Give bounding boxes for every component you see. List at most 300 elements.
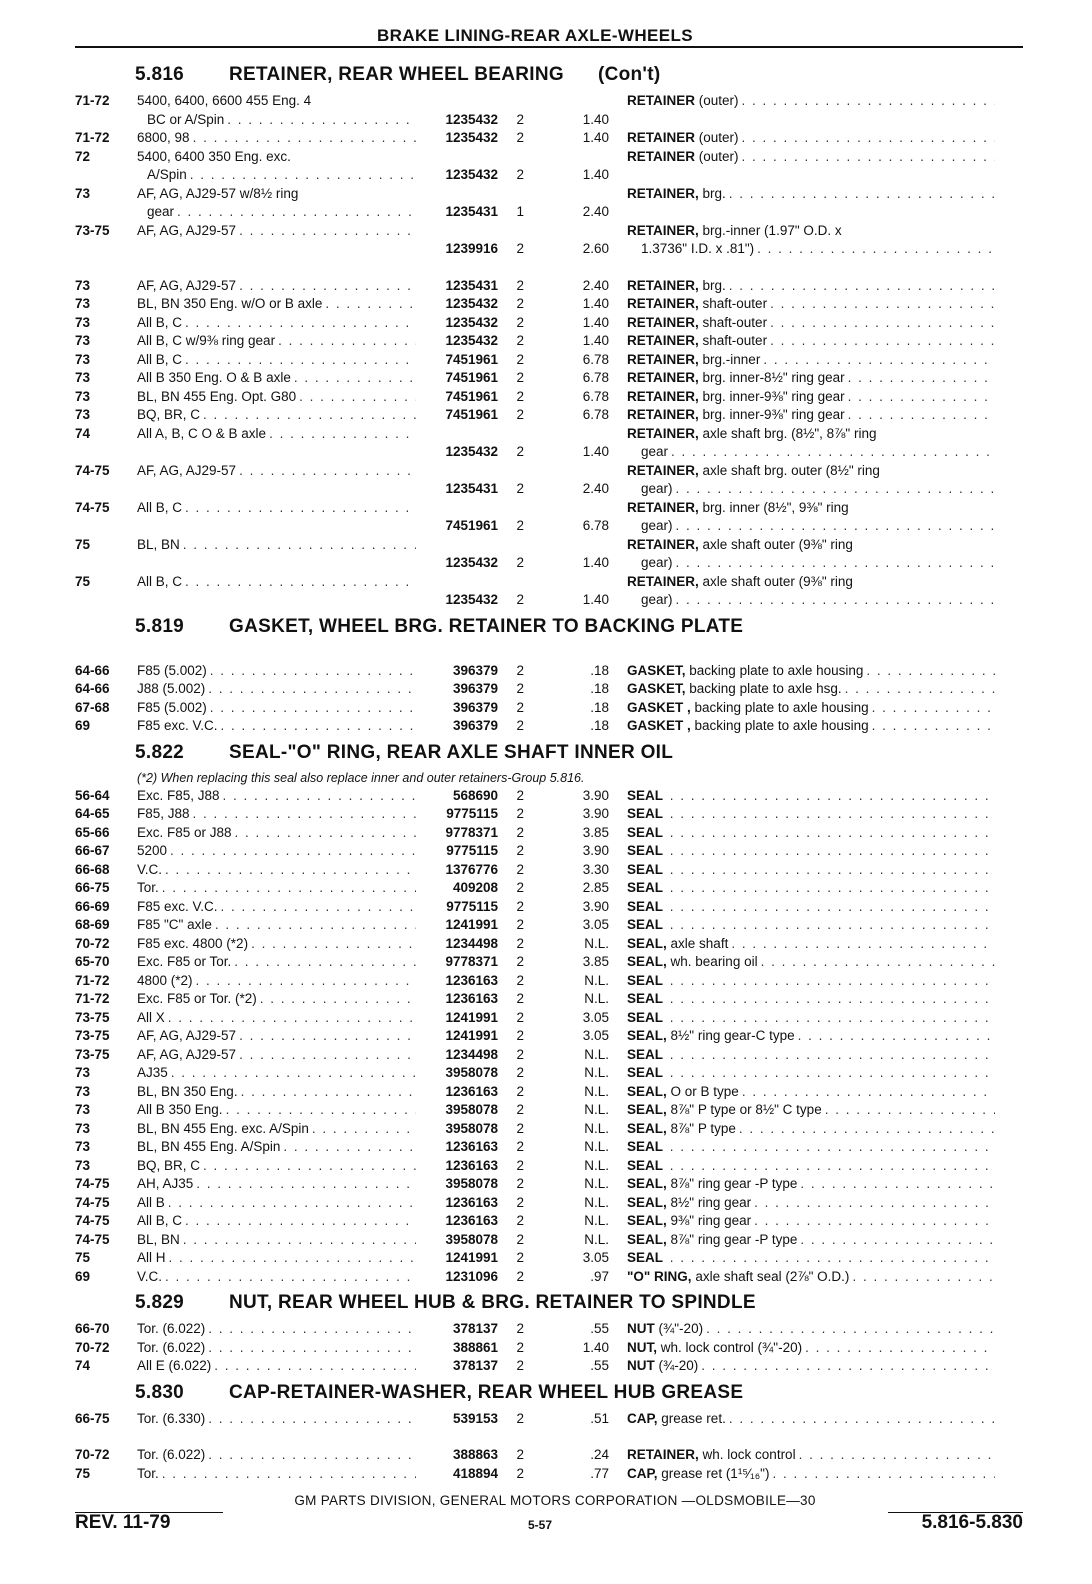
parts-row bbox=[75, 824, 1023, 843]
quantity: 2 bbox=[516, 681, 524, 696]
section-number: 5.829 bbox=[135, 1292, 185, 1313]
application-text: AJ35 bbox=[137, 1065, 168, 1080]
quantity: 2 bbox=[516, 1213, 524, 1228]
description-name: RETAINER, bbox=[627, 370, 699, 385]
description-text: 8⅞" ring gear -P type bbox=[670, 1176, 798, 1191]
description bbox=[627, 916, 995, 935]
description-line bbox=[627, 953, 995, 972]
spacer bbox=[663, 842, 667, 861]
application-line bbox=[137, 222, 416, 241]
section-header bbox=[75, 610, 1023, 644]
price: .51 bbox=[590, 1410, 609, 1426]
quantity: 2 bbox=[516, 662, 524, 678]
application bbox=[137, 406, 416, 425]
price: 1.40 bbox=[582, 130, 609, 145]
leader-dots bbox=[239, 1046, 416, 1065]
leader-dots bbox=[670, 916, 995, 935]
description-text: 8½" ring gear-C type bbox=[670, 1028, 795, 1043]
quantity: 2 bbox=[516, 1447, 524, 1462]
leader-dots bbox=[294, 369, 416, 388]
parts-row bbox=[75, 717, 1023, 736]
part-number: 9775115 bbox=[446, 898, 498, 914]
application-line bbox=[137, 351, 416, 370]
leader-dots bbox=[670, 861, 995, 880]
price: N.L. bbox=[584, 991, 609, 1006]
description-name: SEAL, bbox=[627, 1028, 667, 1043]
application bbox=[137, 842, 416, 861]
quantity: 2 bbox=[516, 277, 524, 293]
quantity: 2 bbox=[516, 130, 524, 145]
price: .18 bbox=[590, 718, 609, 733]
quantity: 2 bbox=[516, 592, 524, 607]
application-text: AF, AG, AJ29-57 bbox=[137, 462, 237, 478]
leader-dots bbox=[742, 148, 995, 167]
application bbox=[137, 573, 416, 592]
application bbox=[137, 972, 416, 991]
description-name: SEAL bbox=[627, 972, 664, 988]
application-text: All B 350 Eng. O & B axle bbox=[137, 370, 291, 385]
quantity: 2 bbox=[516, 1009, 524, 1025]
application-line bbox=[137, 1009, 416, 1028]
model-year: 68-69 bbox=[75, 917, 110, 932]
model-year: 73 bbox=[75, 1065, 91, 1080]
application-line bbox=[137, 1446, 416, 1465]
description-name: RETAINER, bbox=[627, 388, 699, 404]
price: 1.40 bbox=[582, 1339, 609, 1355]
description-name: SEAL bbox=[627, 1065, 664, 1080]
model-year: 71-72 bbox=[75, 972, 110, 988]
description-line bbox=[627, 805, 995, 824]
section-header bbox=[75, 1286, 1023, 1320]
price: 6.78 bbox=[582, 518, 609, 533]
parts-row bbox=[75, 295, 1023, 314]
leader-dots bbox=[670, 1138, 995, 1157]
part-number: 3958078 bbox=[445, 1065, 498, 1080]
application-line bbox=[137, 972, 416, 991]
parts-row bbox=[75, 129, 1023, 148]
description bbox=[627, 879, 995, 898]
leader-dots bbox=[214, 1357, 416, 1376]
description-text: axle shaft seal (2⅞" O.D.) bbox=[695, 1268, 850, 1284]
description bbox=[627, 1157, 995, 1176]
description-name: SEAL bbox=[627, 824, 664, 840]
section-number: 5.822 bbox=[135, 741, 185, 763]
application bbox=[137, 1027, 416, 1046]
description bbox=[627, 898, 995, 917]
description bbox=[627, 1046, 995, 1065]
application-text: BQ, BR, C bbox=[137, 407, 201, 422]
parts-row bbox=[75, 1320, 1023, 1339]
description-line bbox=[627, 699, 995, 718]
description bbox=[627, 573, 995, 610]
leader-dots bbox=[208, 1320, 416, 1339]
application-text: Tor. (6.022) bbox=[137, 1339, 206, 1355]
model-year: 66-67 bbox=[75, 843, 110, 858]
application-line bbox=[137, 1249, 416, 1268]
leader-dots bbox=[848, 406, 995, 425]
leader-dots bbox=[235, 824, 416, 843]
description-text: (¾"-20) bbox=[658, 1321, 704, 1336]
price: 3.05 bbox=[582, 1009, 609, 1025]
application-text: All B, C bbox=[137, 499, 183, 515]
description-text: axle shaft brg. (8½", 8⅞" ring bbox=[702, 425, 877, 441]
description-name: RETAINER, bbox=[627, 573, 699, 589]
description bbox=[627, 1083, 995, 1102]
application-text: All B, C bbox=[137, 573, 183, 589]
parts-row bbox=[75, 680, 1023, 699]
description-name: CAP, bbox=[627, 1410, 658, 1426]
description-text: brg. inner-8½" ring gear bbox=[702, 370, 845, 385]
description-line bbox=[627, 1194, 995, 1213]
description-text: wh. lock control (¾"-20) bbox=[660, 1339, 803, 1355]
model-year: 74-75 bbox=[75, 1213, 110, 1228]
description-text: (outer) bbox=[698, 148, 739, 164]
part-number: 388861 bbox=[452, 1339, 498, 1355]
description-line bbox=[627, 1101, 995, 1120]
description-name: SEAL bbox=[627, 1009, 664, 1025]
description-name: RETAINER, bbox=[627, 222, 699, 238]
leader-dots bbox=[754, 1194, 995, 1213]
description-name: RETAINER, bbox=[627, 407, 699, 422]
description-name: RETAINER, bbox=[627, 462, 699, 478]
part-number: 1241991 bbox=[445, 917, 498, 932]
application bbox=[137, 1009, 416, 1028]
application bbox=[137, 1357, 416, 1376]
quantity: 2 bbox=[516, 1139, 524, 1154]
description-line bbox=[627, 680, 995, 699]
description-text: brg. inner-9⅜" ring gear bbox=[702, 388, 845, 404]
application bbox=[137, 805, 416, 824]
model-year: 70-72 bbox=[75, 1339, 110, 1355]
spacer bbox=[663, 972, 667, 991]
application bbox=[137, 1231, 416, 1250]
leader-dots bbox=[162, 1465, 416, 1484]
price: .18 bbox=[590, 681, 609, 696]
description-text: backing plate to axle hsg. bbox=[689, 681, 842, 696]
description-text: shaft-outer bbox=[702, 314, 768, 330]
price: .18 bbox=[590, 699, 609, 715]
parts-row bbox=[75, 1175, 1023, 1194]
leader-dots bbox=[239, 277, 416, 296]
part-number: 1235432 bbox=[445, 111, 498, 127]
description bbox=[627, 277, 995, 296]
part-number: 9775115 bbox=[446, 806, 498, 821]
description bbox=[627, 1138, 995, 1157]
parts-row bbox=[75, 314, 1023, 333]
price: 1.40 bbox=[582, 333, 609, 348]
description-name: SEAL, bbox=[627, 1083, 667, 1099]
leader-dots bbox=[171, 1064, 416, 1083]
description bbox=[627, 662, 995, 681]
spacer bbox=[663, 824, 667, 843]
description-name: SEAL bbox=[627, 898, 664, 914]
description-line bbox=[627, 916, 995, 935]
application bbox=[137, 824, 416, 843]
part-number: 1234498 bbox=[445, 1046, 498, 1062]
price: .55 bbox=[590, 1321, 609, 1336]
price: 2.60 bbox=[582, 241, 609, 256]
section-number: 5.819 bbox=[135, 615, 185, 637]
parts-row bbox=[75, 1083, 1023, 1102]
leader-dots bbox=[729, 185, 995, 204]
leader-dots bbox=[800, 1231, 995, 1250]
description-name: NUT, bbox=[627, 1339, 657, 1355]
application-text: Tor. (6.022) bbox=[137, 1321, 206, 1336]
leader-dots bbox=[798, 1027, 995, 1046]
leader-dots bbox=[165, 1268, 416, 1287]
description-text: brg. inner (8½", 9⅜" ring bbox=[702, 499, 849, 515]
description bbox=[627, 1101, 995, 1120]
parts-row bbox=[75, 972, 1023, 991]
parts-row bbox=[75, 842, 1023, 861]
description-line bbox=[627, 1320, 995, 1339]
leader-dots bbox=[193, 129, 416, 148]
leader-dots bbox=[210, 699, 416, 718]
description-name: RETAINER, bbox=[627, 333, 699, 348]
part-number: 378137 bbox=[452, 1358, 498, 1373]
description bbox=[627, 699, 995, 718]
model-year: 73 bbox=[75, 351, 91, 367]
application bbox=[137, 1410, 416, 1429]
section-number: 5.816 bbox=[135, 64, 185, 85]
model-year: 74-75 bbox=[75, 1176, 110, 1191]
description bbox=[627, 462, 995, 499]
description-line bbox=[627, 1175, 995, 1194]
description-name: SEAL bbox=[627, 1250, 664, 1265]
parts-row bbox=[75, 1138, 1023, 1157]
leader-dots bbox=[260, 990, 416, 1009]
parts-row bbox=[75, 662, 1023, 681]
description-text: brg. bbox=[702, 277, 726, 293]
model-year: 73 bbox=[75, 1157, 91, 1173]
description-line bbox=[627, 990, 995, 1009]
leader-dots bbox=[670, 1046, 995, 1065]
description-name: RETAINER, bbox=[627, 185, 699, 201]
price: .18 bbox=[590, 662, 609, 678]
description-name: RETAINER, bbox=[627, 499, 699, 515]
leader-dots bbox=[203, 406, 416, 425]
parts-row bbox=[75, 92, 1023, 129]
description-text: wh. bearing oil bbox=[670, 954, 758, 969]
leader-dots bbox=[269, 425, 416, 444]
price: 6.78 bbox=[582, 407, 609, 422]
part-number: 418894 bbox=[452, 1465, 498, 1481]
leader-dots bbox=[278, 332, 416, 351]
description-name: SEAL, bbox=[627, 1213, 667, 1228]
spacer bbox=[663, 898, 667, 917]
quantity: 2 bbox=[516, 388, 524, 404]
price: N.L. bbox=[584, 1213, 609, 1228]
price: 3.05 bbox=[582, 1028, 609, 1043]
footer-publisher: GM PARTS DIVISION, GENERAL MOTORS CORPORATION —OLDSMOBILE—30 bbox=[294, 1493, 816, 1508]
quantity: 2 bbox=[516, 518, 524, 533]
application-text: F85 exc. V.C. bbox=[137, 718, 218, 733]
price: 1.40 bbox=[582, 314, 609, 330]
description-name: SEAL, bbox=[627, 1176, 667, 1191]
application-line bbox=[137, 295, 416, 314]
price: 2.40 bbox=[582, 481, 609, 496]
description-name: SEAL, bbox=[627, 1102, 667, 1117]
parts-row bbox=[75, 787, 1023, 806]
part-number: 378137 bbox=[452, 1321, 498, 1336]
spacer bbox=[663, 1009, 667, 1028]
application-text: BL, BN bbox=[137, 1231, 180, 1247]
application-line bbox=[137, 1138, 416, 1157]
application bbox=[137, 861, 416, 880]
quantity: 2 bbox=[516, 1157, 524, 1173]
parts-row bbox=[75, 1465, 1023, 1484]
price: N.L. bbox=[584, 1120, 609, 1136]
parts-row bbox=[75, 1009, 1023, 1028]
leader-dots bbox=[729, 1410, 995, 1429]
description-text: backing plate to axle housing bbox=[694, 699, 869, 715]
description bbox=[627, 1410, 995, 1429]
price: 3.90 bbox=[582, 806, 609, 821]
quantity: 2 bbox=[516, 333, 524, 348]
application bbox=[137, 1046, 416, 1065]
model-year: 70-72 bbox=[75, 935, 110, 951]
application-text: J88 (5.002) bbox=[137, 681, 206, 696]
application bbox=[137, 916, 416, 935]
application-line bbox=[137, 369, 416, 388]
description-name: SEAL bbox=[627, 880, 664, 895]
description bbox=[627, 1175, 995, 1194]
part-number: 1235432 bbox=[445, 167, 498, 182]
application-line bbox=[137, 935, 416, 954]
application bbox=[137, 499, 416, 518]
application bbox=[137, 314, 416, 333]
model-year: 74 bbox=[75, 425, 91, 441]
leader-dots bbox=[742, 92, 995, 111]
description-name: SEAL bbox=[627, 1139, 664, 1154]
leader-dots bbox=[185, 1212, 416, 1231]
parts-row bbox=[75, 222, 1023, 259]
model-year: 73-75 bbox=[75, 1046, 110, 1062]
application bbox=[137, 879, 416, 898]
application bbox=[137, 699, 416, 718]
application-line bbox=[137, 699, 416, 718]
application-line bbox=[137, 1083, 416, 1102]
parts-row bbox=[75, 1249, 1023, 1268]
price: 3.85 bbox=[582, 954, 609, 969]
description-line bbox=[627, 369, 995, 388]
price: 3.30 bbox=[582, 861, 609, 877]
part-number: 396379 bbox=[452, 699, 498, 715]
leader-dots bbox=[872, 699, 995, 718]
description-text: brg.-inner (1.97" O.D. x bbox=[702, 222, 842, 238]
leader-dots bbox=[772, 1465, 995, 1484]
description bbox=[627, 1268, 995, 1287]
quantity: 2 bbox=[516, 1046, 524, 1062]
description-name: SEAL bbox=[627, 861, 664, 877]
leader-dots bbox=[670, 879, 995, 898]
leader-dots bbox=[825, 1101, 995, 1120]
description-line bbox=[627, 536, 995, 555]
group-range: 5.816-5.830 bbox=[921, 1512, 1023, 1533]
application-line bbox=[137, 1120, 416, 1139]
quantity: 2 bbox=[516, 843, 524, 858]
application-text: 4800 (*2) bbox=[137, 972, 193, 988]
application bbox=[137, 1465, 416, 1484]
application-line bbox=[137, 462, 416, 481]
description-name: SEAL, bbox=[627, 1120, 667, 1136]
application bbox=[137, 462, 416, 481]
description bbox=[627, 824, 995, 843]
application-text: AH, AJ35 bbox=[137, 1176, 194, 1191]
description-text: O or B type bbox=[670, 1083, 739, 1099]
description bbox=[627, 1009, 995, 1028]
application-line bbox=[137, 680, 416, 699]
quantity: 2 bbox=[516, 1194, 524, 1210]
application-line bbox=[137, 203, 416, 222]
application bbox=[137, 1446, 416, 1465]
application-line bbox=[137, 406, 416, 425]
leader-dots bbox=[852, 1268, 995, 1287]
application-text: All E (6.022) bbox=[137, 1358, 212, 1373]
leader-dots bbox=[670, 1157, 995, 1176]
description bbox=[627, 990, 995, 1009]
quantity: 2 bbox=[516, 898, 524, 914]
quantity: 2 bbox=[516, 1250, 524, 1265]
model-year: 72 bbox=[75, 148, 91, 164]
part-number: 1241991 bbox=[445, 1009, 498, 1025]
leader-dots bbox=[183, 1231, 416, 1250]
description-line bbox=[627, 1138, 995, 1157]
model-year: 74-75 bbox=[75, 499, 110, 515]
description-text: shaft-outer bbox=[702, 296, 768, 311]
leader-dots bbox=[729, 277, 995, 296]
application bbox=[137, 1101, 416, 1120]
model-year: 73 bbox=[75, 314, 91, 330]
application-text: BL, BN bbox=[137, 536, 180, 552]
description-line bbox=[627, 185, 995, 204]
description bbox=[627, 536, 995, 573]
section-title-text: GASKET, WHEEL BRG. RETAINER TO BACKING PLATE bbox=[229, 615, 744, 637]
application-line bbox=[137, 1101, 416, 1120]
quantity: 2 bbox=[516, 1410, 524, 1426]
parts-row bbox=[75, 499, 1023, 536]
leader-dots bbox=[223, 787, 416, 806]
application bbox=[137, 388, 416, 407]
model-year: 56-64 bbox=[75, 787, 110, 803]
description bbox=[627, 148, 995, 167]
description-text: (¾-20) bbox=[658, 1358, 699, 1373]
quantity: 2 bbox=[516, 806, 524, 821]
application-text: BL, BN 350 Eng. w/O or B axle bbox=[137, 296, 323, 311]
quantity: 2 bbox=[516, 351, 524, 367]
application-line bbox=[137, 805, 416, 824]
application bbox=[137, 1249, 416, 1268]
parts-row bbox=[75, 388, 1023, 407]
model-year: 75 bbox=[75, 573, 91, 589]
description-name: GASKET, bbox=[627, 681, 686, 696]
description-name: RETAINER, bbox=[627, 277, 699, 293]
leader-dots bbox=[670, 842, 995, 861]
leader-dots bbox=[670, 787, 995, 806]
description-text: (outer) bbox=[698, 130, 739, 145]
parts-row bbox=[75, 277, 1023, 296]
model-year: 73 bbox=[75, 1139, 91, 1154]
part-number: 1235431 bbox=[445, 204, 498, 219]
leader-dots bbox=[208, 680, 416, 699]
model-year: 64-66 bbox=[75, 662, 110, 678]
continued-label: (Con't) bbox=[597, 64, 661, 85]
model-year: 73 bbox=[75, 277, 91, 293]
model-year: 69 bbox=[75, 1268, 91, 1284]
description-text: axle shaft outer (9⅜" ring bbox=[702, 536, 853, 552]
leader-dots bbox=[770, 332, 995, 351]
parts-row bbox=[75, 1046, 1023, 1065]
